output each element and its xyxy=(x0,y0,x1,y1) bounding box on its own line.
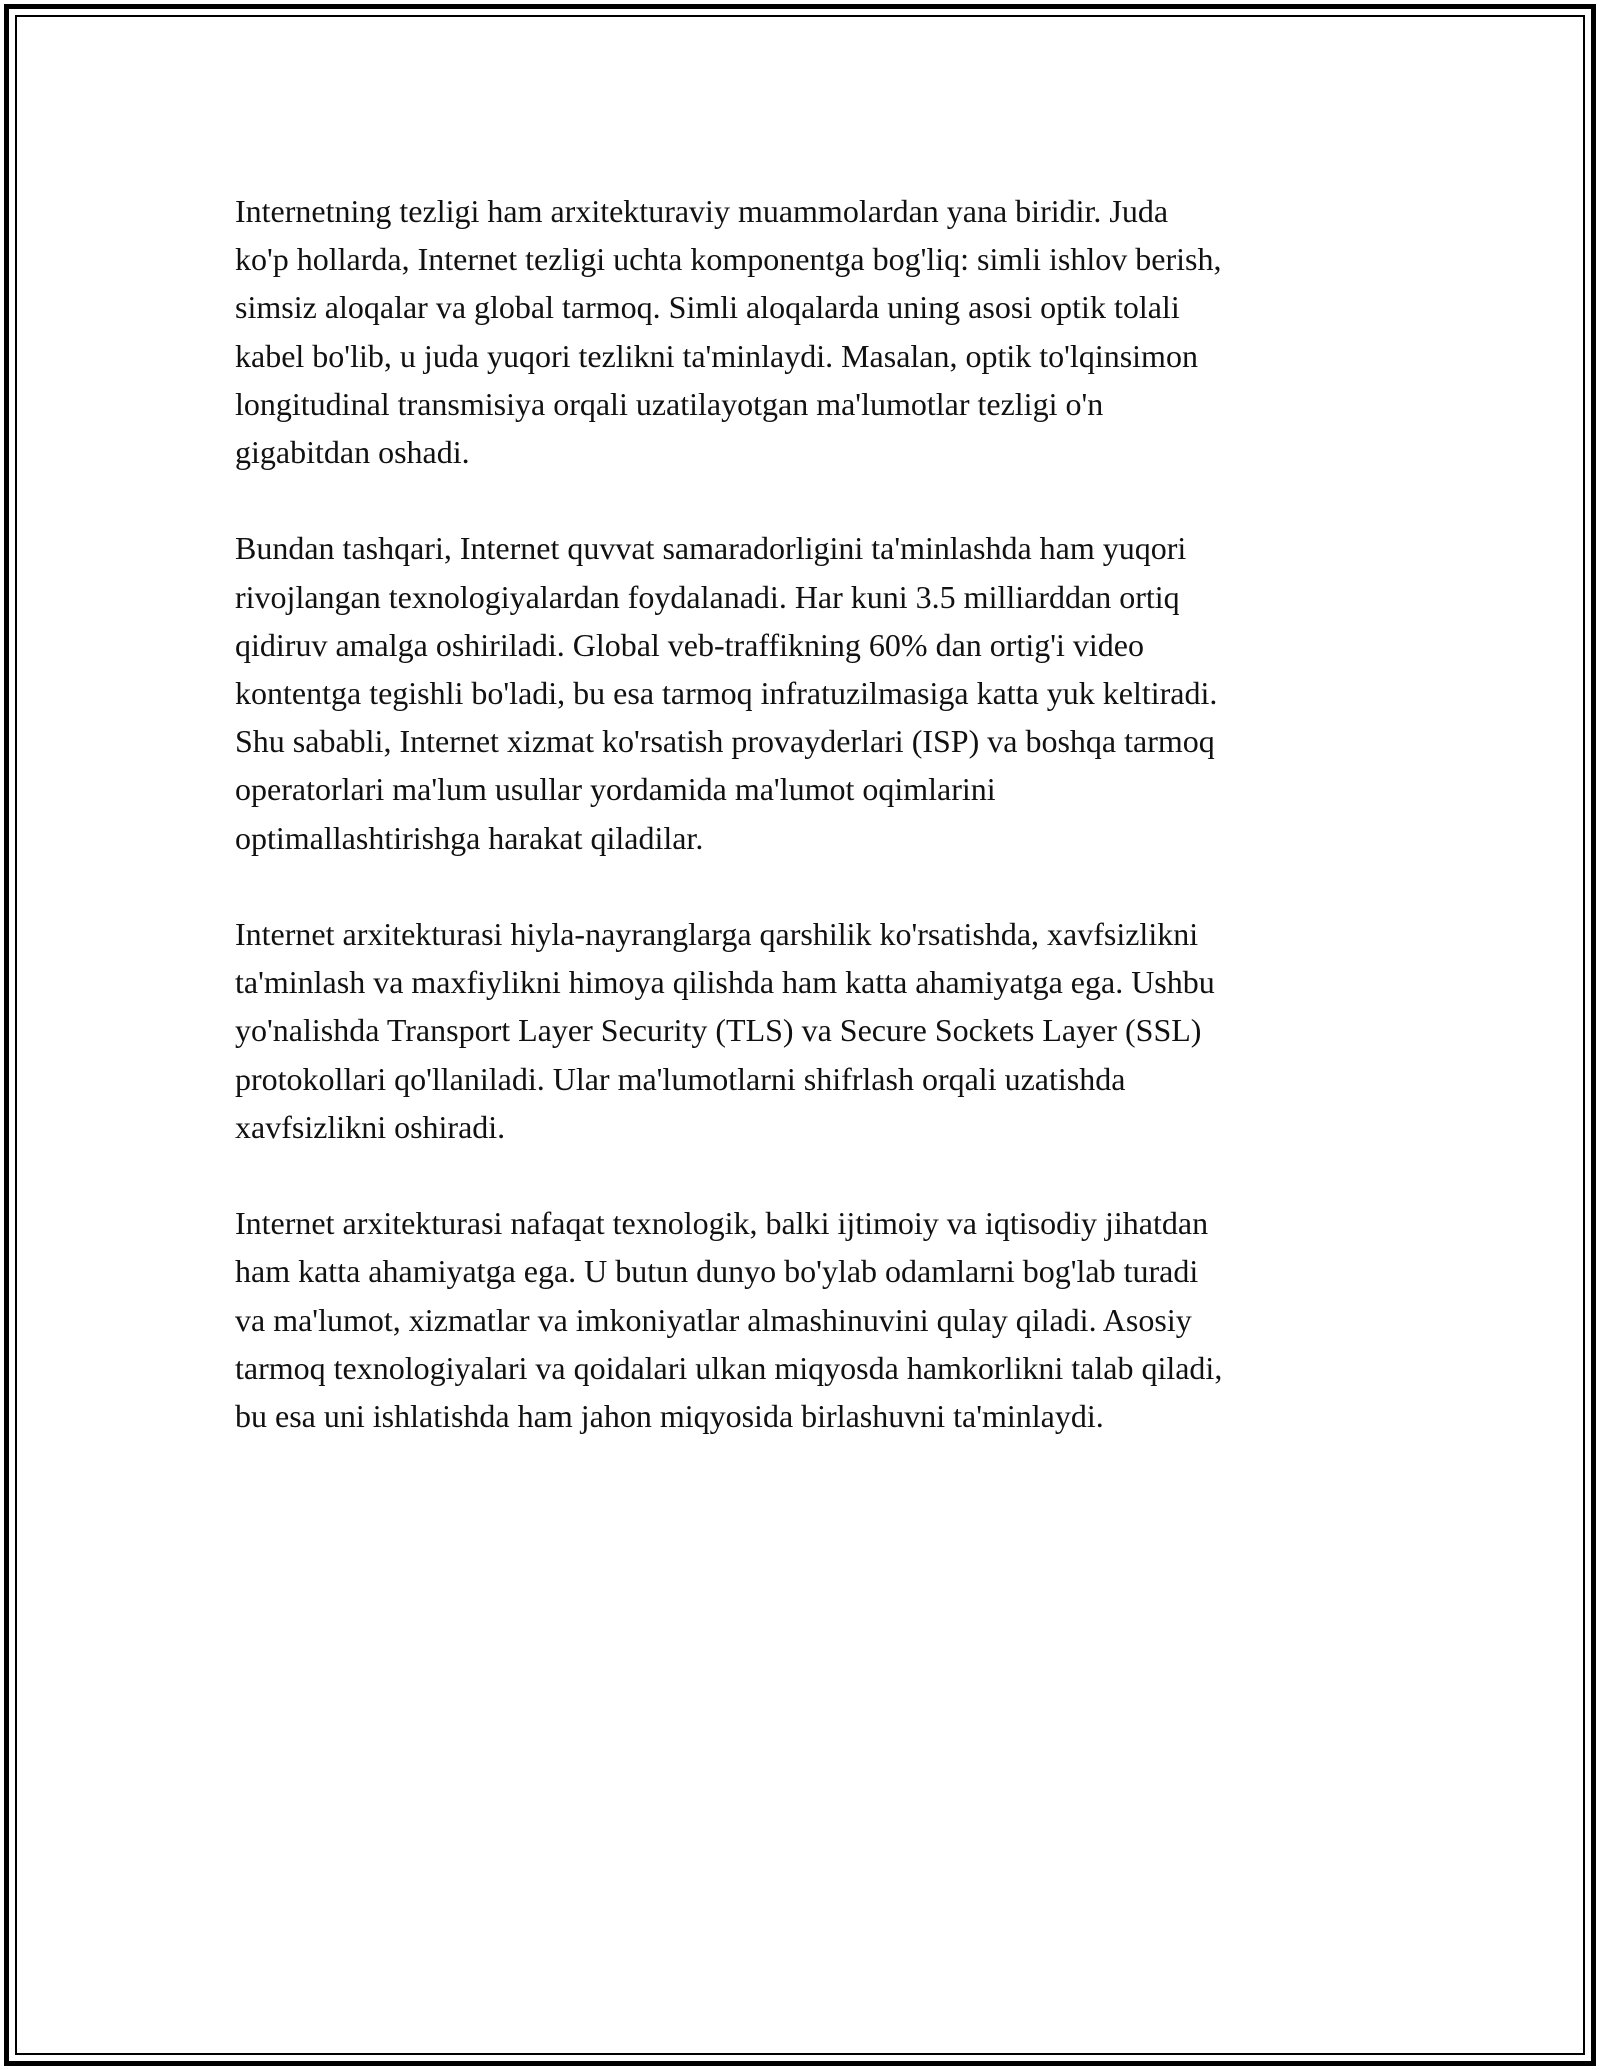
text-line: tarmoq texnologiyalari va qoidalari ulkan miqyosda hamkorlikni talab qiladi, xyxy=(235,1349,1223,1386)
text-line: longitudinal transmisiya orqali uzatilayotgan ma'lumotlar tezligi o'n xyxy=(235,385,1104,422)
text-line: kabel bo'lib, u juda yuqori tezlikni ta'minlaydi. Masalan, optik to'lqinsimon xyxy=(235,337,1198,374)
paragraph-efficiency xyxy=(235,524,1375,861)
text-line: xavfsizlikni oshiradi. xyxy=(235,1108,506,1145)
text-line: optimallashtirishga harakat qiladilar. xyxy=(235,819,704,856)
document-body xyxy=(235,187,1375,1440)
text-line: ham katta ahamiyatga ega. U butun dunyo bo'ylab odamlarni bog'lab turadi xyxy=(235,1253,1199,1290)
text-line: protokollari qo'llaniladi. Ular ma'lumotlarni shifrlash orqali uzatishda xyxy=(235,1060,1126,1097)
paragraph-security xyxy=(235,910,1375,1151)
text-line: gigabitdan oshadi. xyxy=(235,434,470,471)
text-line: Bundan tashqari, Internet quvvat samaradorligini ta'minlashda ham yuqori xyxy=(235,530,1187,567)
text-line: bu esa uni ishlatishda ham jahon miqyosida birlashuvni ta'minlaydi. xyxy=(235,1398,1104,1435)
text-line: kontentga tegishli bo'ladi, bu esa tarmoq infratuzilmasiga katta yuk keltiradi. xyxy=(235,675,1218,712)
text-line: ta'minlash va maxfiylikni himoya qilishda ham katta ahamiyatga ega. Ushbu xyxy=(235,964,1215,1001)
text-line: operatorlari ma'lum usullar yordamida ma'lumot oqimlarini xyxy=(235,771,996,808)
text-line: va ma'lumot, xizmatlar va imkoniyatlar almashinuvini qulay qiladi. Asosiy xyxy=(235,1301,1192,1338)
text-line: simsiz aloqalar va global tarmoq. Simli aloqalarda uning asosi optik tolali xyxy=(235,289,1180,326)
text-line: Internet arxitekturasi hiyla-nayranglarga qarshilik ko'rsatishda, xavfsizlikni xyxy=(235,916,1199,953)
text-line: Internet arxitekturasi nafaqat texnologik, balki ijtimoiy va iqtisodiy jihatdan xyxy=(235,1205,1209,1242)
paragraph-speed xyxy=(235,187,1375,476)
text-line: ko'p hollarda, Internet tezligi uchta komponentga bog'liq: simli ishlov berish, xyxy=(235,241,1222,278)
text-line: yo'nalishda Transport Layer Security (TLS) va Secure Sockets Layer (SSL) xyxy=(235,1012,1202,1049)
text-line: rivojlangan texnologiyalardan foydalanadi. Har kuni 3.5 milliarddan ortiq xyxy=(235,578,1180,615)
text-line: qidiruv amalga oshiriladi. Global veb-traffikning 60% dan ortig'i video xyxy=(235,626,1144,663)
text-line: Shu sababli, Internet xizmat ko'rsatish provayderlari (ISP) va boshqa tarmoq xyxy=(235,723,1215,760)
paragraph-social xyxy=(235,1199,1375,1440)
text-line: Internetning tezligi ham arxitekturaviy muammolardan yana biridir. Juda xyxy=(235,193,1169,229)
